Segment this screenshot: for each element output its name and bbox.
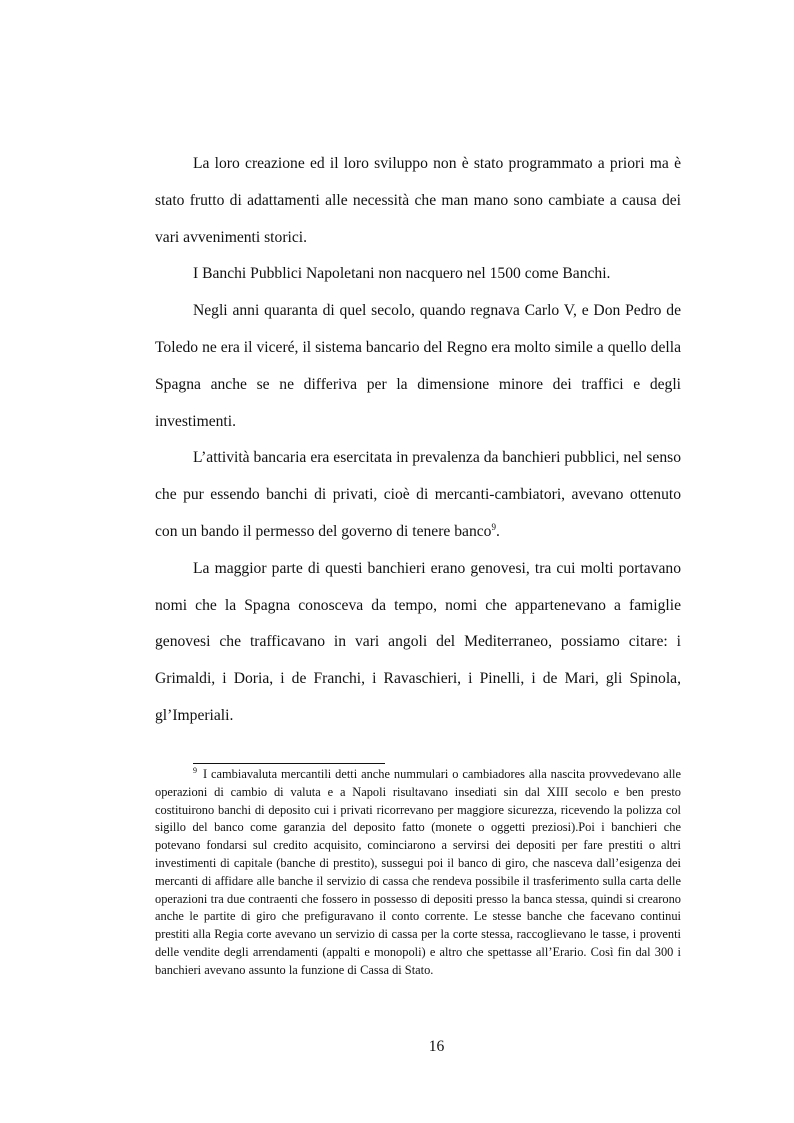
footnote-text: I cambiavaluta mercantili detti anche nummulari o cambiadores alla nascita provvedevano alle operazioni di cambio di valuta e a Napoli risultavano insediati sin dal XIII secolo e ben presto costituirono banchi di deposito cui i privati ricorrevano per maggiore sicurezza, ricevendo la polizza col sigillo del banco come garanzia del deposito fatto (monete o oggetti preziosi).Poi i banchieri che potevano fondarsi sul credito acquisito, cominciarono a servirsi dei depositi per fare prestiti o altri investimenti di capitale (banche di prestito), sussegui poi il banco di giro, che nasceva dall’esigenza dei mercanti di affidare alle banche il servizio di cassa che rendeva possibile il trasferimento sulla carta delle operazioni tra due contraenti che fossero in possesso di depositi presso la banca stessa, quindi si crearono anche le partite di giro che prefiguravano il conto corrente. Le stesse banche che facevano continui prestiti alla Regia corte avevano un servizio di cassa per la corte stessa, raccoglievano le tasse, i proventi delle vendite degli arrendamenti (appalti e monopoli) e altro che spettasse all’Erario. Così fin dal 300 i banchieri avevano assunto la funzione di Cassa di Stato. [155, 767, 681, 977]
paragraph-4: L’attività bancaria era esercitata in prevalenza da banchieri pubblici, nel senso che pur essendo banchi di privati, cioè di mercanti-cambiatori, avevano ottenuto con un bando il permesso del governo di tenere banco$^9$. [155, 449, 681, 540]
paragraph-4-text: L’attività bancaria era esercitata in prevalenza da banchieri pubblici, nel senso che pur essendo banchi di privati, cioè di mercanti-cambiatori, avevano ottenuto con un bando il permesso del governo di tenere banco [155, 449, 681, 540]
paragraph-3: Negli anni quaranta di quel secolo, quando regnava Carlo V, e Don Pedro de Toledo ne era il viceré, il sistema bancario del Regno era molto simile a quello della Spagna anche se ne differiva per la dimensione minore dei traffici e degli investimenti. [155, 302, 681, 430]
footnote-separator [193, 763, 385, 764]
page-number: 16 [428, 1038, 445, 1055]
body-text [155, 146, 681, 735]
footnote [155, 766, 681, 980]
footnote-reference: 9 [491, 521, 496, 532]
paragraph-2: I Banchi Pubblici Napoletani non nacquero nel 1500 come Banchi. [193, 265, 611, 283]
paragraph-1: La loro creazione ed il loro sviluppo non è stato programmato a priori ma è stato frutto di adattamenti alle necessità che man mano sono cambiate a causa dei vari avvenimenti storici. [155, 155, 681, 246]
footnote-paragraph [155, 766, 681, 980]
footnote-number: 9 [193, 765, 197, 775]
paragraph-5: La maggior parte di questi banchieri erano genovesi, tra cui molti portavano nomi che la Spagna conosceva da tempo, nomi che appartenevano a famiglie genovesi che trafficavano in vari angoli del Mediterraneo, possiamo citare: i Grimaldi, i Doria, i de Franchi, i Ravaschieri, i Pinelli, i de Mari, gli Spinola, gl’Imperiali. [155, 559, 681, 724]
